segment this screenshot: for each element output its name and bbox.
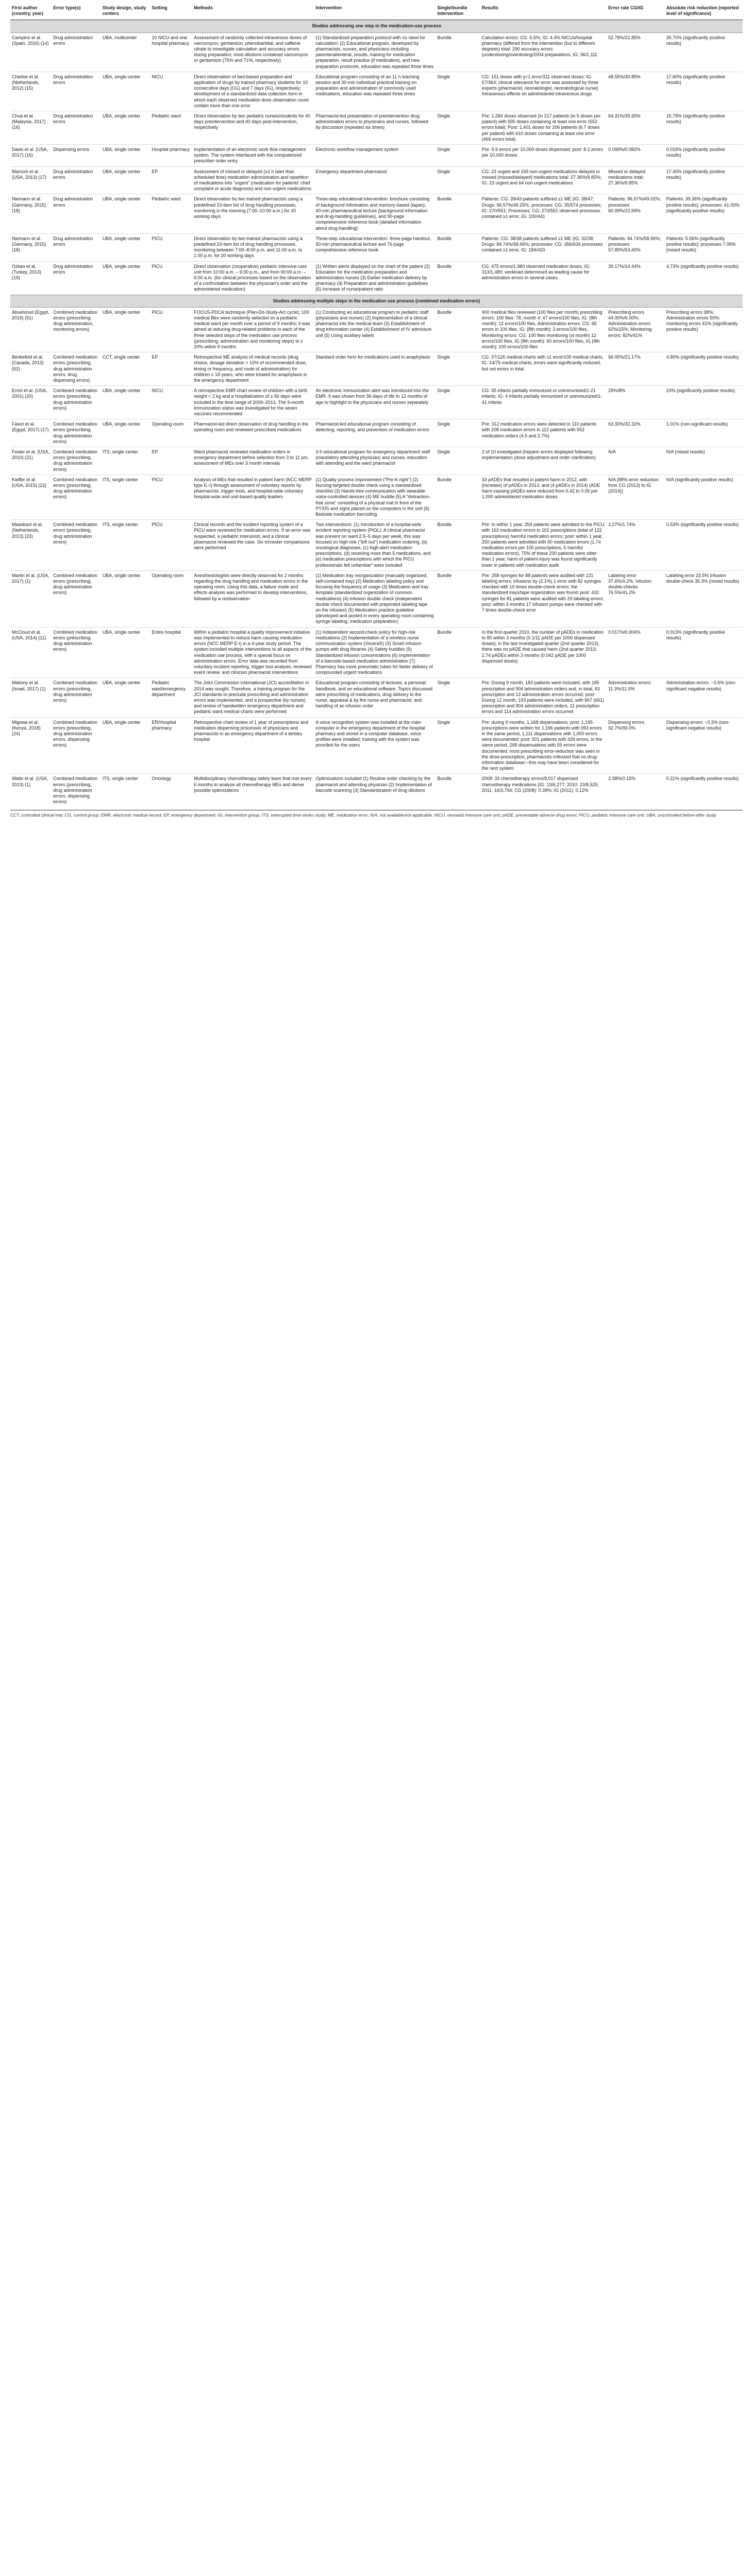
table-cell: PICU xyxy=(150,474,193,519)
table-cell: UBA, single center xyxy=(101,145,150,167)
table-cell: Direct observation of bed-based preparation and application of drugs by trained pharmacy students for 10 consecutive days (CG) and 7 days (IG), respectively; development of a standardized data collection form in which each observed medication dose observation could contain more than one error xyxy=(192,72,314,111)
table-row xyxy=(10,627,743,678)
table-row xyxy=(10,352,743,386)
table-cell: Operating room xyxy=(150,570,193,627)
table-cell: 29%/8% xyxy=(607,386,665,419)
table-cell: Patients: 39.36% (significantly positive results); processes: 41.00% (significantly positive results) xyxy=(665,194,743,233)
table-row xyxy=(10,233,743,261)
table-row xyxy=(10,520,743,571)
table-cell: Direct observation by two trained pharmacists using a predefined 23-item list of drug handling processes, monitoring between 7:00–8:00 p.m. and 11:00 a.m. to 1:00 p.m. for 20 working days xyxy=(192,233,314,261)
table-cell: Single xyxy=(436,447,480,475)
table-cell: 0.21% (significantly positive results) xyxy=(665,774,743,807)
table-cell: 4.73% (significantly positive results) xyxy=(665,261,743,295)
table-row xyxy=(10,166,743,194)
table-cell: UBA, single center xyxy=(101,166,150,194)
table-cell: Pre: During 9 month, 183 patients were included, with 185 prescription and 904 administration orders and, in total, 63 prescription and 12 administration errors occurred; post: During 12 month, 193 patients were included, with 957 (661) prescription and 904 administration orders, 11 prescription errors and 114 administration errors occurred xyxy=(480,678,607,717)
table-cell: EP xyxy=(150,447,193,475)
table-cell: 64.31%/35.65% xyxy=(607,111,665,145)
table-cell: CG: 35 infants partially immunized or unimmunized/1-21 infants; IG: 4 infants partially immunized or unimmunized/1-41 infants xyxy=(480,386,607,419)
studies-table xyxy=(10,3,743,807)
table-cell: Davis et al. (USA, 2017) (16) xyxy=(10,145,52,167)
table-cell: (1) Standardized preparation protocol with no need for calculation; (2) Educational program, developed by pharmacists, nurses, and physicians including parenteral/enteral, results, training for medication preparation, result practice (if medication), and new preparation protocols, education was repeated three times xyxy=(314,32,436,72)
table-row xyxy=(10,386,743,419)
table-cell: Drug administration errors xyxy=(52,194,101,233)
table-body xyxy=(10,20,743,807)
table-cell: UBA, single center xyxy=(101,419,150,447)
table-cell: Pediatric ward xyxy=(150,111,193,145)
table-row xyxy=(10,32,743,72)
table-cell: Patients: CG: 38/38 patients suffered ≥1 ME (IG: 32/38; Drugs: 84.74%/58.96%; processes: CG: 356/634 processes contained ≥1 error, IG: 184/420 xyxy=(480,233,607,261)
table-cell: Bundle xyxy=(436,261,480,295)
table-cell: Pharmacist-led educational program consisting of detecting, reporting, and prevention of medication errors xyxy=(314,419,436,447)
table-cell: Clinical records and the incident reporting system of a PICU were reviewed for medication errors. If an error was suspected, a pediatric intensivist, and a clinical pharmacist reviewed the case. Six trimester comparisons were performed xyxy=(192,520,314,571)
table-cell: Anesthesiologists were directly observed for 2 months regarding the drug handling and medication errors in the operating room. Using this data, a failure mode and effects analysis was performed to develop interventions, followed by a reobservation xyxy=(192,570,314,627)
table-cell: UBA, single center xyxy=(101,717,150,774)
table-cell: Bundle xyxy=(436,32,480,72)
table-cell: Assessment of missed or delayed (≥1 h later than scheduled time) medication administration and repetition of medications into "urgent" (medication for patients' chief complaint or acute diagnosis) and non-urgent medications xyxy=(192,166,314,194)
column-header: Intervention xyxy=(314,3,436,20)
table-cell: 900 medical files reviewed (100 files per month) prescribing errors: 100 files: 78, month 4: 47 errors/100 files, IG: (8th month): 12 errors/100 files, Administration errors: CG: 65 errors in 100 files, IG: (8th month): 3 errors/100 files, Monitoring errors: CG: 100 files monitoring (st month) 12 errors/100 files, IG (8th month): 60 errors/100 files, IG (8th month): 100 errors/100 files xyxy=(480,307,607,352)
table-cell: Chua et al. (Malaysia, 2017) (16) xyxy=(10,111,52,145)
table-cell: (1) Medication tray reorganization (manually organized, self-contained tray) (2) Medication labeling policy and focusing the frequency of usage (3) Medication and tray template (standardized organization of common medications) (4) Infusion double check (independent double check documented with preprinted labeling tape on the infusion) (5) Medication practice guideline (developed and posted in every operating room containing syringe labeling, medication preparation) xyxy=(314,570,436,627)
table-cell: 4.80% (significantly positive results) xyxy=(665,352,743,386)
table-cell: Bundle xyxy=(436,233,480,261)
table-cell: Dispensing errors xyxy=(52,145,101,167)
table-row xyxy=(10,774,743,807)
table-cell: 3-h educational program for emergency department staff (mandatory attending physician) and nurses, education with attending and the ward pharmacist xyxy=(314,447,436,475)
table-cell: Three-step educational intervention: brochure consisting of background information and memory-based (tapes), 40-min pharmaceutical lecture (background information and drug-handling guidelines), and 90-page comprehensive reference book (detailed information about drug-handling) xyxy=(314,194,436,233)
table-cell: ITS, single center xyxy=(101,447,150,475)
table-cell: Benkefeld et al. (Canada, 2013) (52) xyxy=(10,352,52,386)
table-cell: Foster et al. (USA, 2010) (21) xyxy=(10,447,52,475)
table-cell: Missed or delayed medications total: 27.36%/9.85% xyxy=(607,166,665,194)
table-footnote: CCT, controlled clinical trial; CG, control group; EMR, electronic medical record; EP, emergency department; IG, intervention group; ITS, interrupted time-series study; ME, medication error; N/A, not available/not applicable; NICU, neonatal intensive care unit; pADE, preventable adverse drug event; PICU, pediatric intensive care unit; UBA, uncontrolled before-after study. xyxy=(10,810,743,818)
table-cell: Prescribing errors 44.00%/6.00%; Administration errors 62%/15%; Monitoring errors: 82%/41% xyxy=(607,307,665,352)
table-cell: Bundle xyxy=(436,570,480,627)
table-cell: Bundle xyxy=(436,520,480,571)
table-cell: 1.01% (non-significant results) xyxy=(665,419,743,447)
table-cell: PICU xyxy=(150,307,193,352)
table-cell: CG: 151 doses with γ=1 error/311 observed doses; IG: 67/364; clinical relevance for error was assessed by three experts (pharmacist, neonatologist, neonatological nurse) Intravenous effects on administered intravenous drugs xyxy=(480,72,607,111)
table-cell: 0.099%/0.082% xyxy=(607,145,665,167)
table-cell: Pharmacist-led presentation of preintervention drug administration errors to physicians and nurses, followed by discussion (repeated six times) xyxy=(314,111,436,145)
table-cell: Combined medication errors (prescribing, drug administration, monitoring errors) xyxy=(52,307,101,352)
table-cell: Combined medication errors (prescribing, drug administration errors, drug dispensing errors) xyxy=(52,352,101,386)
table-cell: Labeling error 23.5% Infusion double-check 35.3% (mixed results) xyxy=(665,570,743,627)
table-cell: Direct observation (cooperative) pediatric intensive care unit from 10:00 a.m. – 6:00 p.m., and from 00:00 a.m. – 6:00 a.m. (for clinical processes based on the observation of a confrontation between the physician's order and the administered medication) xyxy=(192,261,314,295)
table-cell: 10 NICU and one hospital pharmacy xyxy=(150,32,193,72)
table-cell: (1) Independent second-check policy for high-risk medications (2) Implementation of a wireless nurse communication system (Vocera®) (3) Smart infusion pumps with drug libraries (4) Safety huddles (5) Standardized infusion concentrations (6) Implementation of a barcode-based medication administration (7) Pharmacy has more pneumatic tubes for faster delivery of compounded urgent medications xyxy=(314,627,436,678)
table-cell: PICU xyxy=(150,520,193,571)
section-header-row xyxy=(10,20,743,32)
table-cell: UBA, single center xyxy=(101,194,150,233)
table-cell: Dispensing errors: 92.7%/93.0% xyxy=(607,717,665,774)
table-cell: Abuelsoud (Egypt, 2019) (51) xyxy=(10,307,52,352)
table-cell: Mekony et al. (Israel, 2017) (1) xyxy=(10,678,52,717)
table-cell: Bundle xyxy=(436,307,480,352)
table-row xyxy=(10,72,743,111)
table-cell: 33 pADEs that resulted in patient harm in 2012, with (increase) of pADEs in 2013; and (4 pADEs in 2014) (ADE harm-causing pADEs were reduced from 0.42 to 0.05 per 1,000 administered medication doses xyxy=(480,474,607,519)
table-header-row xyxy=(10,3,743,20)
table-cell: Direct observation by two trained pharmacists using a predefined 23-item list of drug handling processes, monitoring in the morning (7:00–10:00 a.m.) for 20 working days xyxy=(192,194,314,233)
table-cell: 17.40% (significantly positive results) xyxy=(665,166,743,194)
table-cell: Pre: 258 syringes for 88 patients were audited with 121 labeling errors; infusions by (2.1%) 1 error with 82 syringes checked with 10 times double-check errors; the standardized trays/tape organization was found; post: 432 syringes for 81 patients were audited with 29 labeling errors; post: within 3 months 17 infusion pumps were checked with 7 times double-check error xyxy=(480,570,607,627)
table-cell: (1) Quality process improvement ("Pre-K-right") (2) Nursing-targeted double check using a standardized checklist (3) Hands-free communication with wearable voice-controlled devices (4) ME huddle (5) A "distraction-free zone" consisting of a physical mat in front of the PYXIS and signs placed on the computers in the unit (6) Bedside medication barcoding xyxy=(314,474,436,519)
table-cell: PICU xyxy=(150,233,193,261)
table-cell: N/A (mixed results) xyxy=(665,447,743,475)
column-header: Methods xyxy=(192,3,314,20)
table-cell: Electronic workflow management system xyxy=(314,145,436,167)
table-cell: Direct observation by two pediatric nurses/students for 40 days preintervention and 40 days post-intervention, respectively xyxy=(192,111,314,145)
column-header: Study design, study centers xyxy=(101,3,150,20)
table-cell: Single xyxy=(436,352,480,386)
table-cell: Operating room xyxy=(150,419,193,447)
table-cell: FOCUS-PDCA technique (Plan-Do-Study-Act cycle); 100 medical files were randomly selected on a pediatric medical ward per month over a period of 9 months; it was aimed at reducing drug-related problems in each of the three selected steps of the medication use process (prescribing, administration and monitoring steps) to ≤ 20% within 9 months xyxy=(192,307,314,352)
table-cell: Retrospective chart review of 1 year of prescriptions and medication dispensing processes of physicians and pharmacists in an emergency department of a tertiary hospital xyxy=(192,717,314,774)
table-cell: Emergency department pharmacist xyxy=(314,166,436,194)
section-header-row xyxy=(10,295,743,307)
table-cell: Multidisciplinary chemotherapy safety team that met every 6 months to analyze all chemotherapy MEs and derive possible optimizations xyxy=(192,774,314,807)
table-cell: UBA, single center xyxy=(101,111,150,145)
table-row xyxy=(10,419,743,447)
table-cell: Calculation errors: CG: 6.5%; IG: 4.4% NICUs/hospital pharmacy (differed from the intervention (but to different degrees) total: 290 accuracy errors (underdosing/overdosing/2004 preparations, IG: 36/1,111 xyxy=(480,32,607,72)
table-cell: Kieffer et al. (USA, 2015) (22) xyxy=(10,474,52,519)
table-cell: 2 of 10 investigated (heparin errors displayed following implementation (dose adjustment and order clarification) xyxy=(480,447,607,475)
table-cell: Single xyxy=(436,386,480,419)
table-cell: Standard order form for medications used in anaphylaxis xyxy=(314,352,436,386)
table-cell: An electronic immunization alert was introduced into the EMR. It was shown from 56 days of life to 12 months of age to highlight to the physicians and nurses separately xyxy=(314,386,436,419)
table-cell: CG: 475 errors/1,980 observed medication doses, IG: 313/1,480; workload determined as leading cause for administration errors in several cases xyxy=(480,261,607,295)
table-cell: EP xyxy=(150,352,193,386)
table-cell: Bundle xyxy=(436,474,480,519)
table-cell: Oncology xyxy=(150,774,193,807)
table-cell: Combined medication errors (prescribing, drug administration errors, dispensing errors) xyxy=(52,774,101,807)
column-header: Absolute risk reduction (reported level of significance) xyxy=(665,3,743,20)
table-row xyxy=(10,194,743,233)
table-cell: CCT, single center xyxy=(101,352,150,386)
table-cell: Single xyxy=(436,166,480,194)
table-cell: Within a pediatric hospital a quality improvement initiative was implemented to reduce harm causing medication errors (NCC MERP E-I) in a 4-year study period. The system included multiple interventions to all aspects of the medication use process, with a special focus on administration errors. Error data was recorded from voluntary incident reporting, trigger tool analysis, reviewed event review, and clinician pharmacist interventions xyxy=(192,627,314,678)
table-cell: (1) Conducting an educational program to pediatric staff (physicians and nurses) (2) Implementation of a clinical pharmacist into the medical team (3) Establishment of drug information center (4) Establishment of IV admixture unit (5) Using auxiliary labels xyxy=(314,307,436,352)
table-cell: Drug administration errors xyxy=(52,166,101,194)
section-title: Studies addressing one step in the medication-use process xyxy=(10,20,743,32)
table-cell: Combined medication errors (prescribing, drug administration errors) xyxy=(52,419,101,447)
table-cell: Marconi et al. (USA, 2013) (17) xyxy=(10,166,52,194)
table-cell: Combined medication errors (prescribing, drug administration errors) xyxy=(52,570,101,627)
table-cell: Pre: In within 1 year, 254 patients were admitted to the PICU with 163 medication errors in 102 prescriptions (total of 122 prescriptions) harmful medication errors; post: within 1 year, 250 patients were admitted with 90 medication errors (1.74 medication errors per 100 prescriptions, 5 harmful medication errors), 75% of these 230 patients were older than 1 year; harm of patient-injury was found significantly lower in patients with medication audit xyxy=(480,520,607,571)
table-cell: Niemann et al. (Germany, 2015) (18) xyxy=(10,194,52,233)
table-cell: Labeling error 37.6%/4.2%; Infusion double-checks 76.5%/41.2% xyxy=(607,570,665,627)
table-cell: NICU xyxy=(150,72,193,111)
table-cell: Drug administration errors xyxy=(52,261,101,295)
table-cell: Hospital pharmacy xyxy=(150,145,193,167)
table-cell: Pre: 1,284 doses observed (in 217 patients (in 5 doses per patient) with 935 doses containing at least one error (552 errors total); Post: 1,401 doses for 206 patients (6.7 doses per patient) with 610 doses containing at least one error (466 errors total) xyxy=(480,111,607,145)
table-cell: CG: 23 urgent and 169 non-urgent medications delayed or missed (missed/delayed) medications total: 27.36%/9.85%; IG: 23 urgent and 64 non-urgent medications xyxy=(480,166,607,194)
table-cell: Campino et al. (Spain, 2016) (14) xyxy=(10,32,52,72)
table-cell: 23% (significantly positive results) xyxy=(665,386,743,419)
table-row xyxy=(10,261,743,295)
table-cell: UBA, single center xyxy=(101,307,150,352)
table-cell: Combined medication errors (prescribing, drug administration errors) xyxy=(52,520,101,571)
table-cell: Pharmacist-led direct observation of drug handling in the operating room and reviewed prescribed medications xyxy=(192,419,314,447)
table-cell: UBA, single center xyxy=(101,261,150,295)
table-cell: The Joint Commission International (JCI) accreditation in 2014 was sought. Therefore, a training program for the JCI standards to preclude prescribing and administration errors was implemented, and a prospective (by nurses) and review of handwritten emergency department and pediatric ward medical charts were performed xyxy=(192,678,314,717)
table-cell: Watts et al. (USA, 2013) (1) xyxy=(10,774,52,807)
table-cell: 17.60% (significantly positive results) xyxy=(665,72,743,111)
table-cell: UBA, single center xyxy=(101,386,150,419)
table-cell: Bundle xyxy=(436,627,480,678)
table-cell: ITS, single center xyxy=(101,520,150,571)
table-cell: Retrospective ME analysis of medical records (drug choice, dosage deviation > 10% of recommended dose, timing or frequency, and route of administration) for children ≤ 18 years, who were treated for anaphylaxis in the emergency department xyxy=(192,352,314,386)
table-cell: Two interventions: (1) Introduction of a hospital-wide incident reporting system (PIOL). A clinical pharmacist was present on ward 2.5–5 days per week, this was focused on high-risk ("left out") medication ordering, (b) oncological diagnoses, (c) high-alert medication prescriptions, (d) receiving more than 5 medications, and (e) medication prescriptions with which the PICU professionals felt unfamiliar* were included xyxy=(314,520,436,571)
table-cell: PICU xyxy=(150,261,193,295)
table-cell: UBA, single center xyxy=(101,678,150,717)
table-cell: Migowa et al. (Kenya, 2018) (24) xyxy=(10,717,52,774)
table-cell: Combined medication errors (prescribing, drug administration errors) xyxy=(52,447,101,475)
table-cell: McCloud et al. (USA, 2014) (11) xyxy=(10,627,52,678)
table-cell: Ward pharmacist reviewed medication orders in emergency department before selection from 3 to 11 pm, assessment of MEs over 3 month intervals xyxy=(192,447,314,475)
table-cell: Administration errors: 11.3%/11.9% xyxy=(607,678,665,717)
table-cell: 66.05%/21.17% xyxy=(607,352,665,386)
table-cell: 0.013% (significantly positive results) xyxy=(665,627,743,678)
table-cell: ER/Hospital pharmacy xyxy=(150,717,193,774)
table-cell: Pre: during 9 months, 1,168 dispensations; post: 1,195 prescriptions were written for 1,196 patients with 993 errors in the same period, 1,111 dispensations with 1,000 errors were documented; post: 501 patients with 329 errors, in the same period, 268 dispensations with 55 errors were documented; most prescribing error-reduction was seen in the dose-prescription, pharmacists criticized that no drug-information database—this may have been considered for the next system xyxy=(480,717,607,774)
table-cell: Optimizations included (1) Routine order checking by the pharmacist and attending physician (2) Implementation of barcode scanning (3) Standardization of drug dilutions xyxy=(314,774,436,807)
table-cell: Single xyxy=(436,678,480,717)
table-cell: N/A (significantly positive results) xyxy=(665,474,743,519)
table-cell: Prescribing errors 38%; Administration errors 50%; monitoring errors 41% (significantly positive results) xyxy=(665,307,743,352)
table-cell: UBA, single center xyxy=(101,570,150,627)
table-cell: 0.017%/0.004% xyxy=(607,627,665,678)
table-cell: 39.17%/14.44% xyxy=(607,261,665,295)
table-cell: UBA, single center xyxy=(101,72,150,111)
table-row xyxy=(10,307,743,352)
table-cell: Combined medication errors (prescribing, drug administration errors) xyxy=(52,474,101,519)
table-row xyxy=(10,570,743,627)
column-header: First author (country, year) xyxy=(10,3,52,20)
table-cell: N/A (88% error reduction from CG (2013) to IG (2014)) xyxy=(607,474,665,519)
table-cell: 0.016% (significantly positive results) xyxy=(665,145,743,167)
table-cell: EP xyxy=(150,166,193,194)
table-cell: Drug administration errors xyxy=(52,111,101,145)
table-cell: 63.33%/32.32% xyxy=(607,419,665,447)
table-cell: 2.38%/0.15% xyxy=(607,774,665,807)
table-cell: Combined medication errors (prescribing, drug administration errors, dispensing errors) xyxy=(52,717,101,774)
table-cell: Entire hospital xyxy=(150,627,193,678)
table-cell: 2.27%/1.74% xyxy=(607,520,665,571)
table-cell: Analysis of MEs that resulted in patient harm (NCC MERP type E–I) through assessment of voluntary reports by pharmacists, trigger tools, and hospital-wide voluntary hospital-wide and unit-based quality leaders xyxy=(192,474,314,519)
table-cell: Educational program consisting of lectures, a personal handbook, and an educational software. Topics discussed were prescribing of medications, drug delivery to the nurse, appraisal & by the nurse and pharmacist, and handling of an infusion order xyxy=(314,678,436,717)
table-row xyxy=(10,678,743,717)
table-cell: 2008: 33 chemotherapy errors/8,017 dispensed chemotherapy medications (IG: 13/6,277; 2010: 23/8,525; 2011: 16/3,794; CG (2008): 0.39%; IG (2011): 0.12% xyxy=(480,774,607,807)
table-cell: Chedoe et al. (Netherlands, 2012) (15) xyxy=(10,72,52,111)
table-cell: Combined medication errors (prescribing, drug administration errors) xyxy=(52,386,101,419)
table-cell: 15.79% (significantly positive results) xyxy=(665,111,743,145)
table-cell: UBA, single center xyxy=(101,627,150,678)
table-cell: Assessment of randomly collected intravenous doses of vancomycin, gentamicin, phenobarbital, and caffeine citrate to investigate calculation and accuracy errors during preparation; most dilutions contained vancomycin or gentamicin (75% and 71%, respectively) xyxy=(192,32,314,72)
table-cell: Ernst et al. (USA, 2001) (20) xyxy=(10,386,52,419)
table-cell: N/A xyxy=(607,447,665,475)
table-cell: Pediatric ward xyxy=(150,194,193,233)
table-row xyxy=(10,717,743,774)
table-cell: 30.70% (significantly positive results) xyxy=(665,32,743,72)
table-cell: Bundle xyxy=(436,774,480,807)
table-cell: Patients: CG: 39/43 patients suffered ≥1 ME (IG: 38/47; Drugs: 96.57%/49.25%, processes: CG: 35/574 processes; IG: 270/551; Processes: CG: 270/551 observed processes contained ≥1 error, IG: 100/441 xyxy=(480,194,607,233)
table-cell: Single xyxy=(436,72,480,111)
table-cell: Combined medication errors (prescribing, drug administration errors) xyxy=(52,627,101,678)
table-cell: (1) Written alerts displayed on the chart of the patient (2) Education for the medication preparation and administration nurses (3) Earlier medication delivery by pharmacy (4) Preparation and administration guidelines (5) Increase of nurse/patient ratio xyxy=(314,261,436,295)
table-cell: Dispensing errors: −0.3% (non-significant negative results) xyxy=(665,717,743,774)
table-row xyxy=(10,111,743,145)
column-header: Setting xyxy=(150,3,193,20)
table-row xyxy=(10,474,743,519)
column-header: Error rate CG/IG xyxy=(607,3,665,20)
table-cell: Combined medication errors (prescribing, drug administration errors) xyxy=(52,678,101,717)
table-cell: UBA, single center xyxy=(101,233,150,261)
table-cell: Pre: 9.9 errors per 10,000 doses dispensed; post: 8.2 errors per 10,000 doses xyxy=(480,145,607,167)
table-cell: Patients: 5.56% (significantly positive results); processes 7.09% (mixed results) xyxy=(665,233,743,261)
table-cell: Administration errors: −0.6% (non-significant negative results) xyxy=(665,678,743,717)
table-cell: Ozkan et al. (Turkey, 2013) (19) xyxy=(10,261,52,295)
table-row xyxy=(10,447,743,475)
column-header: Error type(s) xyxy=(52,3,101,20)
table-cell: A retrospective EMR chart review of children with a birth weight < 2 kg and a hospitalization of ≥ 56 days were included in the time range of 2009–2013. The 9-month immunization status was investigated for the seven vaccines recommended xyxy=(192,386,314,419)
table-cell: Martin et al. (USA, 2017) (1) xyxy=(10,570,52,627)
table-cell: Educational program consisting of an 11 h teaching session and 30-min individual practical training on preparation and administration of commonly used medications, education was repeated three times xyxy=(314,72,436,111)
table-cell: Single xyxy=(436,419,480,447)
table-cell: 0.53% (significantly positive results) xyxy=(665,520,743,571)
table-cell: CG: 37/126 medical charts with ≥1 error/100 medical charts, IG: 14/75 medical charts; errors were significantly reduced, but not errors in total xyxy=(480,352,607,386)
table-cell: Maaskant et al. (Netherlands, 2013) (23) xyxy=(10,520,52,571)
table-cell: Single xyxy=(436,145,480,167)
table-row xyxy=(10,145,743,167)
section-title: Studies addressing multiple steps in the medication use process (combined medication errors) xyxy=(10,295,743,307)
table-cell: Drug administration errors xyxy=(52,72,101,111)
table-cell: A voice recognition system was installed at the main computer in the emergency department of the hospital pharmacy and stored in a computer database, voice-profiles were installed; training with the system was provided for the users xyxy=(314,717,436,774)
table-cell: Drug administration errors xyxy=(52,32,101,72)
table-cell: Three-step educational intervention: three-page handout, 50-min pharmaceutical lecture and 76-page comprehensive reference book xyxy=(314,233,436,261)
table-cell: 48.55%/30.85% xyxy=(607,72,665,111)
table-cell: NICU xyxy=(150,386,193,419)
table-cell: Single xyxy=(436,111,480,145)
table-cell: In the first quarter 2010, the number of pADEs in medication to 80 within 3 months (0.1/11 pADE per 1000 dispensed doses); in the last investigated quarter (2nd quarter 2013), there was no pADE that caused harm (2nd quarter 2013; 2.74 pADEs within 3 months (0.042 pADE per 1000 dispensed doses) xyxy=(480,627,607,678)
table-cell: 52.78%/21.85% xyxy=(607,32,665,72)
table-cell: UBA, multicenter xyxy=(101,32,150,72)
column-header: Single/bundle intervention xyxy=(436,3,480,20)
table-cell: Fawzi et al. (Egypt, 2017) (17) xyxy=(10,419,52,447)
table-cell: Drug administration errors xyxy=(52,233,101,261)
table-cell: Bundle xyxy=(436,194,480,233)
table-cell: Patients: 96.57%/49.02%; processes: 60.99%/22.69% xyxy=(607,194,665,233)
table-cell: Single xyxy=(436,717,480,774)
table-cell: Pre: 312 medication errors were detected in 110 patients with 208 medication errors in 112 patients with 552 medication orders (4.5 and 2.7%) xyxy=(480,419,607,447)
table-cell: Niemann et al. (Germany, 2015) (18) xyxy=(10,233,52,261)
table-cell: Patients: 84.74%/58.96%; processes: 57.89%/53.40% xyxy=(607,233,665,261)
table-cell: ITS, single center xyxy=(101,774,150,807)
table-cell: Implementation of an electronic work flow management system. The system interfaced with the computerized prescriber order entry xyxy=(192,145,314,167)
column-header: Results xyxy=(480,3,607,20)
table-cell: Pediatric ward/emergency department xyxy=(150,678,193,717)
table-cell: ITS, single center xyxy=(101,474,150,519)
